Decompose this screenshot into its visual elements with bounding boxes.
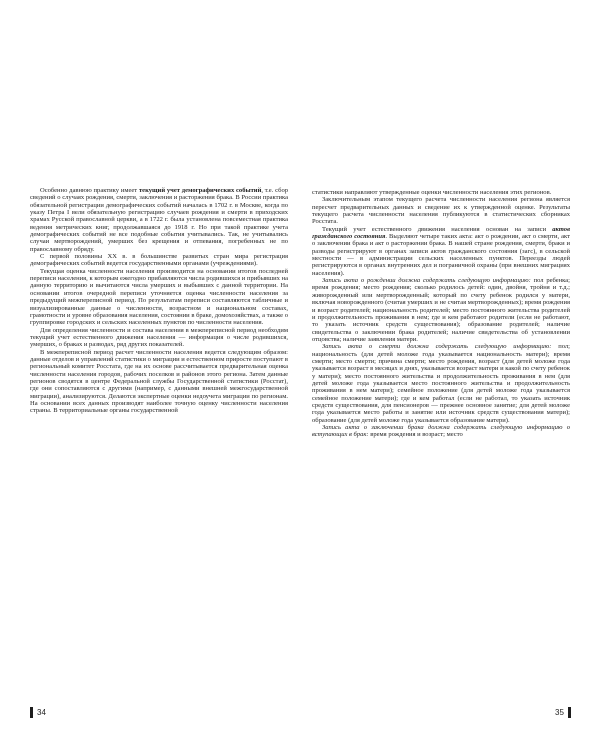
page-marker-bar	[30, 707, 33, 718]
right-paragraph-3: Текущий учет естественного движения населения основан на записи актов гражданского состояния. Выделяют четыре таких акта: акт о рождении, акт о смерти, акт о заключении брака и акт о расторжении брака. В нашей стране рождения, смерти, браки и разводы регистрируют в органах записи актов гражданского состояния (загс), в сельской местности — в администрации сельских населенных пунктов. Переезды людей регистрируются в органах внутренних дел и пограничной охраны (при внешних миграциях населения).	[312, 225, 570, 277]
italic-lead: Запись акта о рождении должна содержать следующую информацию:	[322, 277, 531, 285]
right-page-number: 35	[555, 707, 571, 718]
left-paragraph-3: Текущая оценка численности населения производится на основании итогов последней переписи населения, к которым ежегодно прибавляются числа родившихся и прибывших на данную территорию и вычитаются числа умерших и выбывших с данной территории. На основании итогов очередной переписи уточняется оценка численности населения за предыдущий межпереписной период. По результатам переписи составляются табличные и визуализированные данные о численности, возрастном и национальном составах, грамотности и уровне образования населения, состоянии в браке, домохозяйствах, а также о группировке городских и сельских населенных пунктов по численности населения.	[30, 267, 288, 327]
italic-lead: Запись акта о заключении брака должна содержать следующую информацию о вступающих в брак:	[312, 424, 570, 439]
right-paragraph-1: статистики направляют утвержденные оценки численности населения этих регионов.	[312, 189, 552, 196]
right-paragraph-birth-record: Запись акта о рождении должна содержать следующую информацию: пол ребенка; время рождения; место рождения; сколько родилось детей: один, двойня, тройня и т.д.; живорожденный или мертворожденный; который по счету ребенок родился у матери, включая новорожденного (считая умерших и не считая мертворожденных); время рождения и возраст родителей; национальность родителей; место постоянного жительства родителей и продолжительность проживания в нем; где и кем работают родители (если не работают, то указать источник средств существования); образование родителей; наличие свидетельства о заключении брака родителей; наличие свидетельства об установлении отцовства; наличие заявления матери.	[312, 277, 570, 343]
left-page-text	[30, 187, 288, 415]
right-paragraph-death-record: Запись акта о смерти должна содержать следующую информацию: пол; национальность (для детей моложе года указывается национальность матери); время смерти; место смерти; причина смерти; место рождения, возраст (для детей моложе года указывается возраст в месяцах и днях, указывается возраст матери и какой по счету ребенок у матери); место постоянного жительства и продолжительность проживания в нем (для детей моложе года указывается место постоянного жительства и продолжительность проживания в нем матери); семейное положение (для детей моложе года указывается семейное положение матери); где и кем работал (если не работал, то указать источник средств существования, для пенсионеров — прежнее основное занятие; для детей моложе года указывается место работы и занятие или источник средств существования матери); образование (для детей моложе года указывается образование матери).	[312, 343, 570, 424]
left-page-number: 34	[30, 707, 46, 718]
bold-italic-term: актов гражданского состояния	[312, 225, 570, 241]
italic-lead: Запись акта о смерти должна содержать следующую информацию:	[322, 343, 552, 351]
bold-term: текущий учет демографических событий	[138, 187, 262, 194]
left-paragraph-1: Особенно давнюю практику имеет текущий учет демографических событий, т.е. сбор сведений о случаях рождения, смерти, заключения и расторжения брака. В России практика обязательной регистрации демографических событий началась в 1702 г. в Москве, когда по указу Петра I вели обязательную регистрацию случаев рождения и смерти в приходских храмах Русской православной церкви, а в 1722 г. была установлена повсеместная практика ведения метрических книг, продолжавшаяся до 1918 г. Но при такой практике учета демографических событий не все подобные события учитывались. Так, не учитывались случаи мертворождений, умерших без крещения и отпевания, погребенных не по православному обряду.	[30, 187, 288, 253]
left-paragraph-5: В межпереписной период расчет численности населения ведется следующим образом: данные отделов и управлений статистики о миграции и естественном приросте поступают в региональный комитет Росстата, где на их основе рассчитывается предварительная оценка численности населения городов, рабочих поселков и районов этого региона. Затем данные регионов сводятся в центре Федеральной службы Государственной статистики (Росстат), где они сопоставляются с другими (например, с данными внешней межгосударственной миграции), анализируются. Делаются экспертные оценки недоучета миграции по регионам. На основании всех данных производят наиболее точную оценку численности населения страны. В территориальные органы государственной	[30, 348, 288, 415]
right-paragraph-marriage-record: Запись акта о заключении брака должна содержать следующую информацию о вступающих в брак: время рождения и возраст; место	[312, 424, 570, 439]
left-paragraph-4: Для определения численности и состава населения в межпереписной период необходим текущий учет естественного движения населения — информация о числе родившихся, умерших, о браках и разводах, ряд других показателей.	[30, 326, 288, 349]
right-page-text	[312, 189, 570, 439]
right-paragraph-2: Заключительным этапом текущего расчета численности населения региона является пересчет предварительных данных и сведение их к утвержденной оценке. Результаты текущего расчета численности населения публикуются в статистических сборниках Росстата.	[312, 196, 570, 226]
page-marker-bar	[568, 707, 571, 718]
left-paragraph-2: С первой половины XX в. в большинстве развитых стран мира регистрация демографических событий ведется государственными органами (учреждениями).	[30, 253, 288, 268]
